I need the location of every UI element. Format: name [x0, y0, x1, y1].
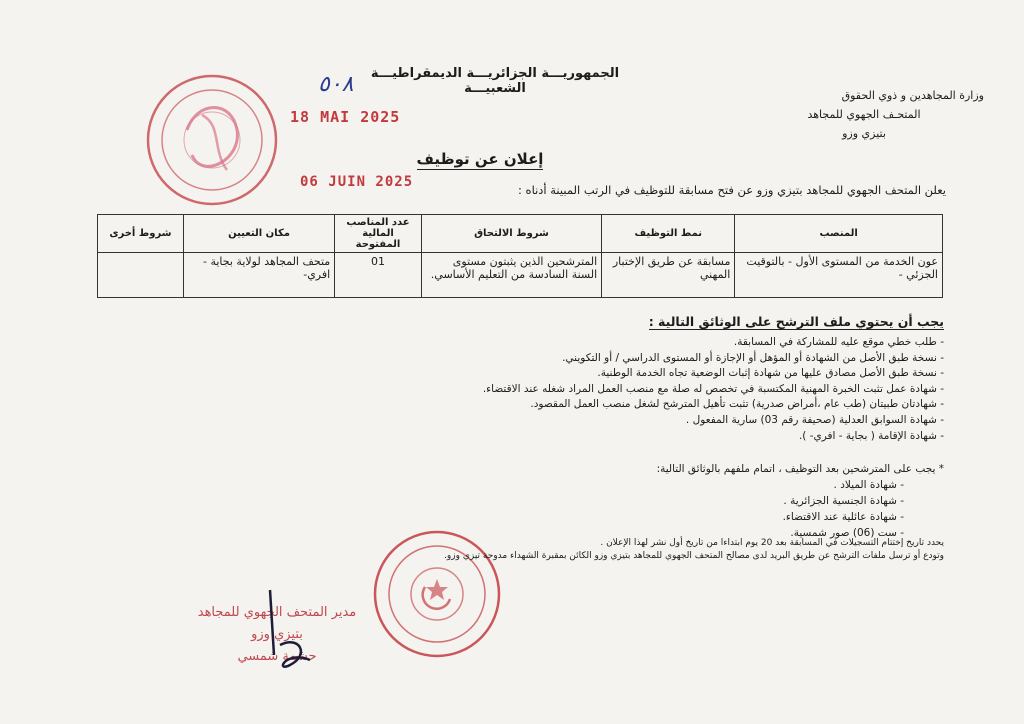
table-row	[98, 253, 943, 298]
handwritten-mark: ٥٠٨	[318, 72, 354, 97]
cell-assignment-place: متحف المجاهد لولاية بجاية - افري-	[183, 253, 334, 298]
table-header-row	[98, 215, 943, 253]
header-recruitment-mode: نمط التوظيف	[602, 215, 735, 253]
documents-list	[284, 335, 944, 444]
list-item: - شهادة الجنسية الجزائرية .	[783, 495, 904, 507]
list-item: - شهادة عائلية عند الاقتضاء.	[782, 511, 904, 523]
date-stamp-received: 18 MAI 2025	[290, 108, 401, 126]
cell-position: عون الخدمة من المستوى الأول - بالتوقيت الجزئي -	[735, 253, 943, 298]
signature-line: بتيزي وزو	[251, 627, 303, 642]
cell-open-posts: 01	[335, 253, 422, 298]
header-assignment-place: مكان التعيين	[183, 215, 334, 253]
signature-line: مدير المتحف الجهوي للمجاهد	[197, 605, 357, 620]
note-intro: * يجب على المترشحين بعد التوظيف ، اتمام ملفهم بالوثائق التالية:	[656, 463, 944, 475]
republic-header: الجمهوريـــة الجزائريـــة الديمقراطيـــة الشعبيـــة	[370, 66, 620, 96]
header-other-conditions: شروط أخرى	[98, 215, 184, 253]
city-line: بتيزي وزو	[842, 127, 886, 140]
signature-line: حشمة شمسي	[237, 649, 317, 664]
header-conditions: شروط الالتحاق	[421, 215, 601, 253]
cell-recruitment-mode: مسابقة عن طريق الإختبار المهني	[602, 253, 735, 298]
ministry-block	[744, 86, 984, 143]
list-item: - طلب خطي موقع عليه للمشاركة في المسابقة.	[733, 336, 944, 348]
documents-heading-text: يجب أن يحتوي ملف الترشح على الوثائق التالية :	[648, 314, 944, 329]
handwritten-signature	[240, 585, 330, 685]
submission-line: وتودع أو ترسل ملفات الترشح عن طريق البريد لدى مصالح المتحف الجهوي للمجاهد بتيزي وزو الكائن بمقبرة الشهداء مدوحة تيزي وزو.	[444, 551, 944, 561]
list-item: - شهادة الميلاد .	[833, 479, 904, 491]
header-open-posts: عدد المناصب المالية المفتوحة	[335, 215, 422, 253]
intro-paragraph: يعلن المتحف الجهوي للمجاهد بتيزي وزو عن فتح مسابقة للتوظيف في الرتب المبينة أدناه :	[518, 183, 946, 197]
cell-conditions: المترشحين الذين يثبتون مستوى السنة السادسة من التعليم الأساسي.	[421, 253, 601, 298]
document-title	[380, 150, 580, 168]
positions-table	[97, 214, 943, 298]
list-item: - نسخة طبق الأصل مصادق عليها من شهادة إثبات الوضعية تجاه الخدمة الوطنية.	[597, 367, 944, 380]
museum-line: المتحـف الجهوي للمجاهد	[807, 108, 921, 121]
deadline-footer	[424, 537, 944, 563]
date-stamp-second: 06 JUIN 2025	[300, 174, 414, 190]
list-item: - شهادتان طبيتان (طب عام ،أمراض صدرية) تثبت تأهيل المترشح لشغل منصب العمل المقصود.	[530, 398, 944, 411]
documents-heading	[649, 314, 944, 329]
list-item: - نسخة طبق الأصل من الشهادة أو المؤهل أو الإجازة أو المستوى الدراسي / أو التكويني.	[562, 351, 944, 364]
post-hire-note	[344, 461, 944, 541]
list-item: - شهادة الإقامة ( بجاية - افري- ).	[798, 429, 944, 442]
list-item: - شهادة عمل تثبت الخبرة المهنية المكتسبة في تخصص له صلة مع منصب العمل المراد شغله عند الاقتضاء.	[482, 382, 944, 395]
ministry-line: وزارة المجاهدين و ذوي الحقوق	[841, 89, 984, 102]
deadline-line: يحدد تاريخ إختتام التسجيلات في المسابقة بعد 20 يوم ابتداءا من تاريخ أول نشر لهذا الإعلان .	[600, 538, 944, 548]
list-item: - ست (06) صور شمسية.	[790, 527, 904, 539]
header-position: المنصب	[735, 215, 943, 253]
list-item: - شهادة السوابق العدلية (صحيفة رقم 03) سارية المفعول .	[685, 413, 944, 426]
official-round-seal-top	[142, 70, 282, 210]
cell-other-conditions	[98, 253, 184, 298]
title-text: إعلان عن توظيف	[416, 150, 544, 168]
